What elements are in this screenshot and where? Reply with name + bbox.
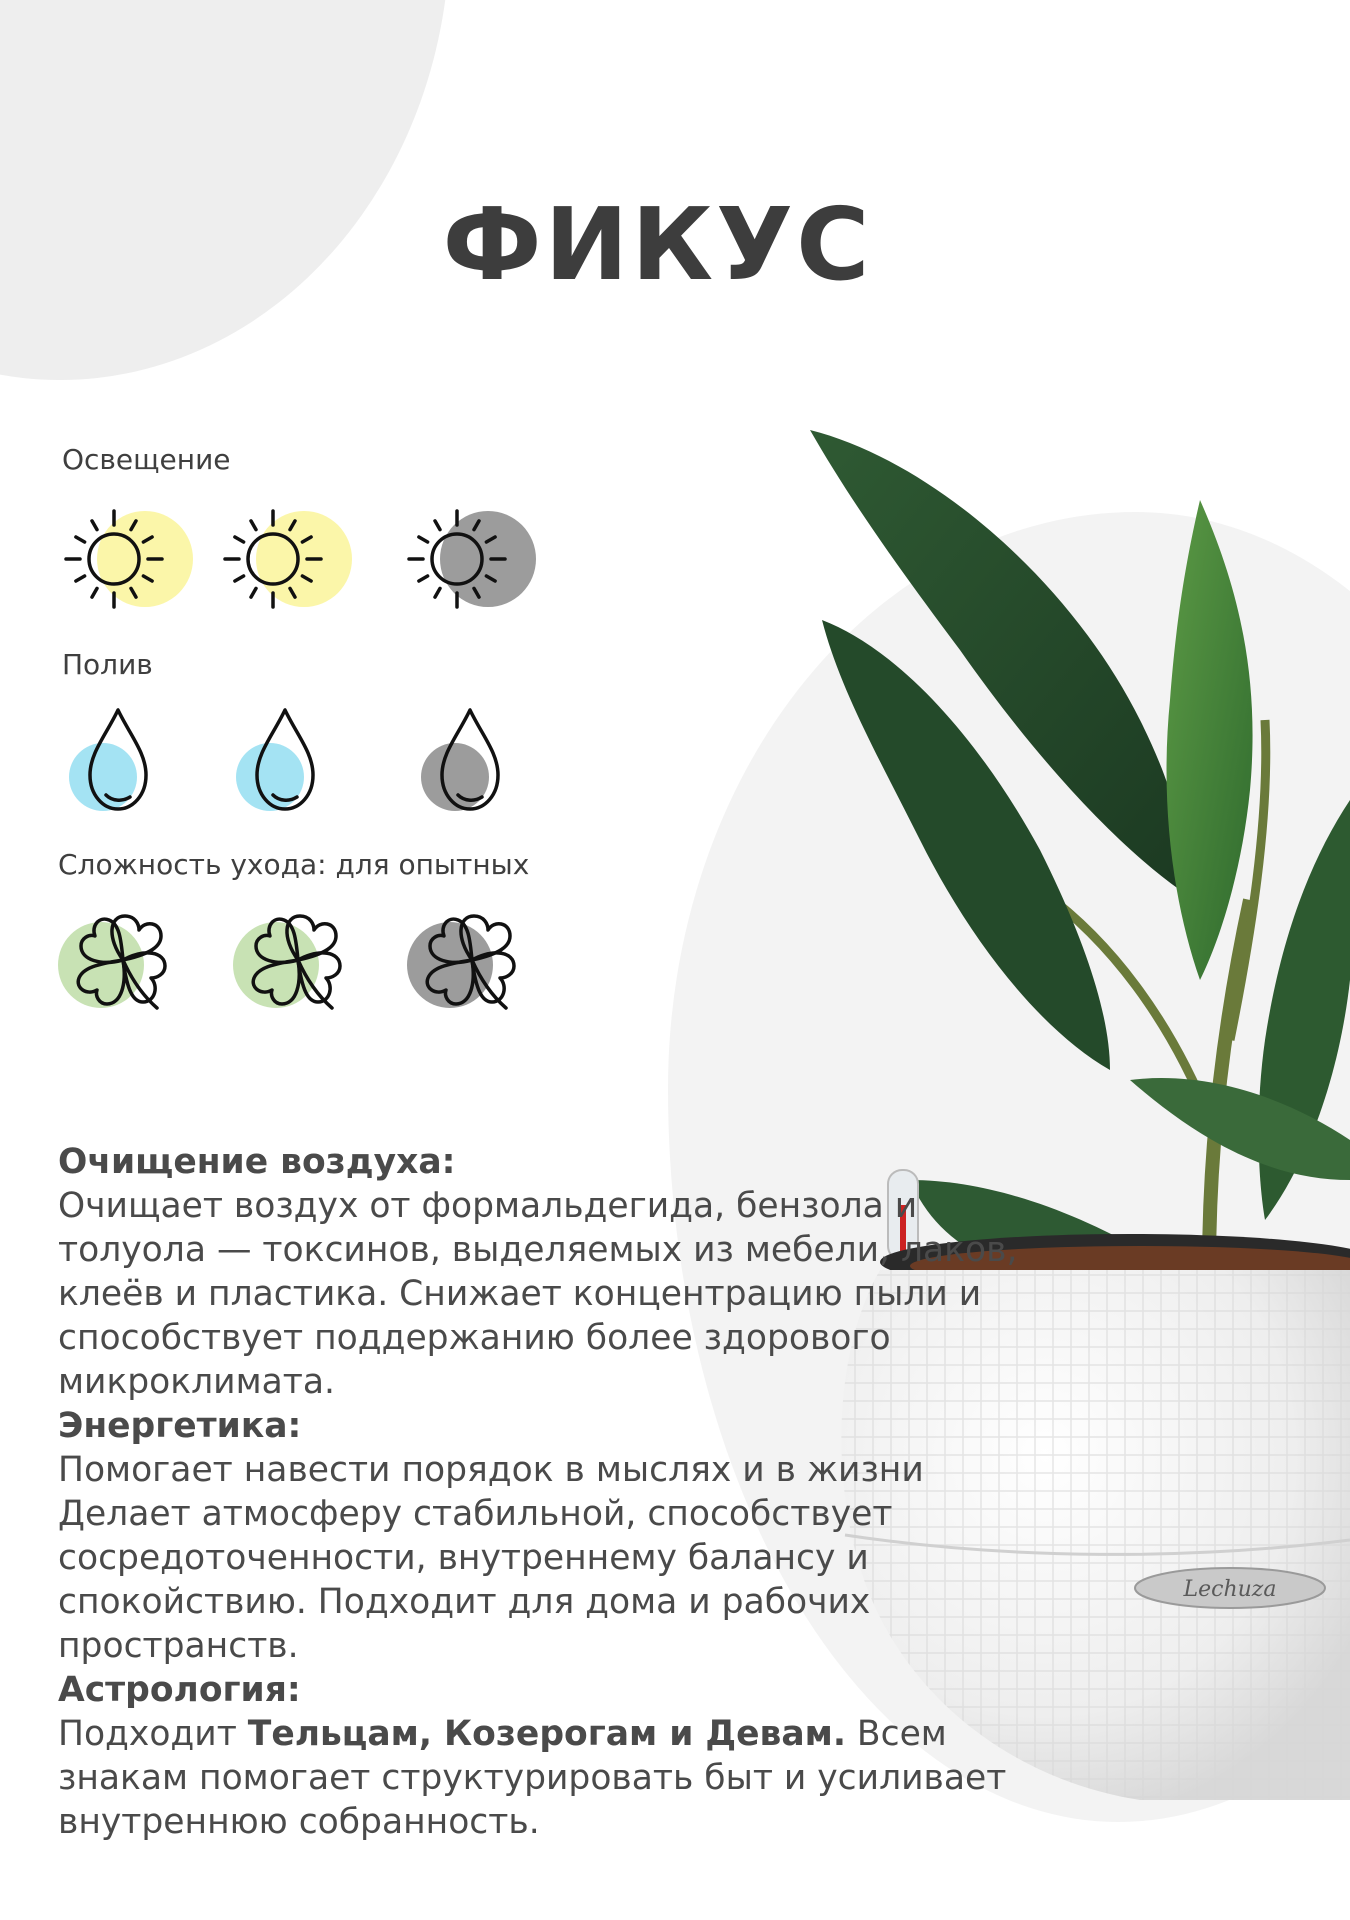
lighting-label: Освещение	[62, 443, 231, 476]
clover-icon	[57, 908, 175, 1014]
water-drop-icon	[225, 705, 335, 815]
sun-icon	[216, 502, 358, 616]
sun-icon	[400, 502, 542, 616]
air-purification-heading: Очищение воздуха:	[58, 1142, 456, 1182]
page-title: ФИКУС	[442, 186, 873, 303]
energy-text: Помогает навести порядок в мыслях и в жизни Делает атмосферу стабильной, способствует сосредоточенности, внутреннему балансу и спокойствию. Подходит для дома и рабочих пространств.	[58, 1450, 924, 1666]
air-purification-text: Очищает воздух от формальдегида, бензола и толуола — токсинов, выделяемых из мебели, лаков, клеёв и пластика. Снижает концентрацию пыли и способствует поддержанию более здорового микроклимата.	[58, 1186, 1018, 1402]
clover-icon	[406, 908, 524, 1014]
care-difficulty-label: Сложность ухода: для опытных	[58, 848, 530, 881]
background-shape-top	[0, 0, 450, 380]
astrology-text-start: Подходит	[58, 1714, 248, 1754]
pot-logo-text: Lechuza	[1183, 1577, 1277, 1602]
clover-icon	[232, 908, 350, 1014]
water-drop-icon	[58, 705, 168, 815]
astrology-text	[58, 1712, 1018, 1844]
astrology-signs: Тельцам, Козерогам и Девам.	[247, 1714, 846, 1754]
watering-label: Полив	[62, 648, 153, 681]
energy-heading: Энергетика:	[58, 1406, 302, 1446]
astrology-heading: Астрология:	[58, 1670, 301, 1710]
astrology-text-end: Всем знакам помогает структурировать быт и усиливает внутреннюю собранность.	[58, 1714, 1007, 1842]
sun-icon	[57, 502, 199, 616]
water-drop-icon	[410, 705, 520, 815]
description-block	[58, 1140, 1018, 1844]
